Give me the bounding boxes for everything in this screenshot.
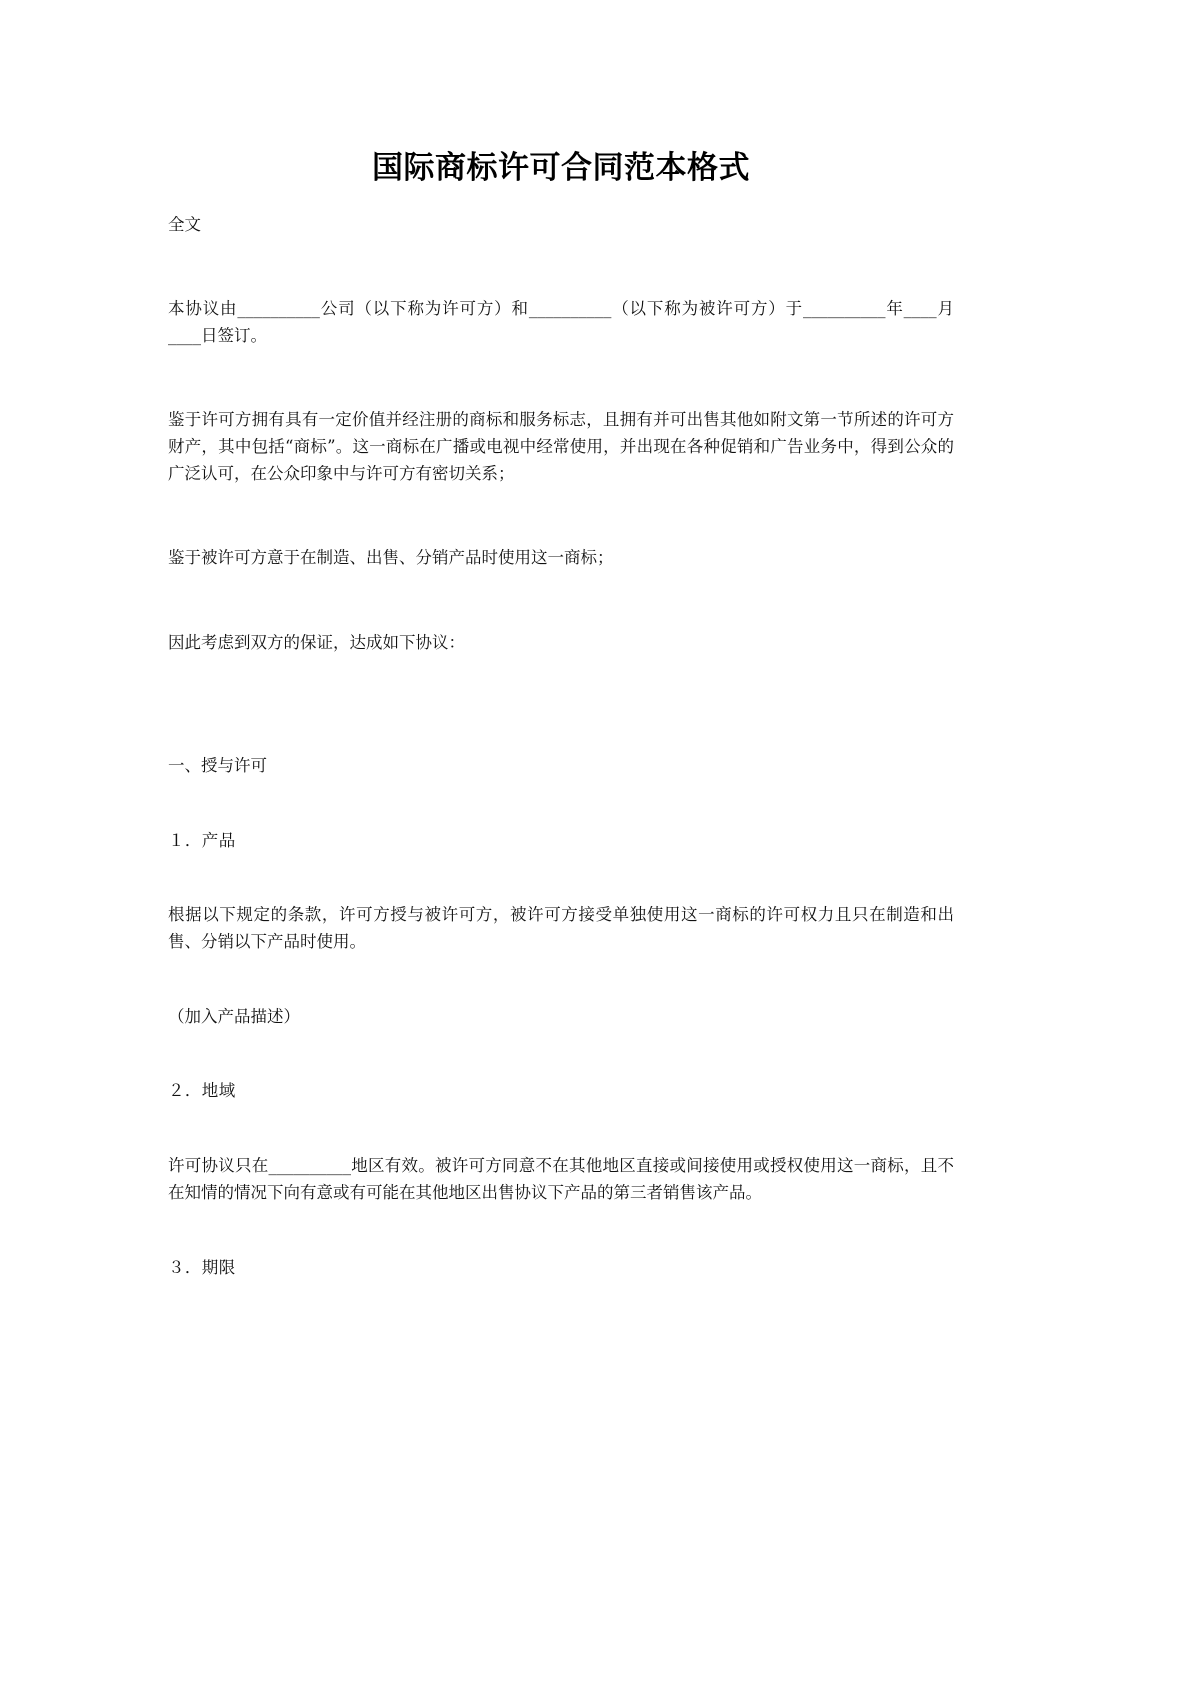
paragraph-products-grant: 根据以下规定的条款，许可方授与被许可方，被许可方接受单独使用这一商标的许可权力且只在制造和出售、分销以下产品时使用。 [168,905,954,952]
spacer [168,1207,954,1255]
paragraph-whereas-licensee: 鉴于被许可方意于在制造、出售、分销产品时使用这一商标； [168,548,614,568]
spacer [168,956,954,1004]
section-heading-1: 一、授与许可 [168,755,267,775]
paragraph-products-description-note: （加入产品描述） [168,1006,300,1026]
paragraph-agreement-intro: 因此考虑到双方的保证，达成如下协议： [168,633,465,653]
subsection-heading-1-products: １．产品 [168,830,236,850]
paragraph-territory-body: 许可协议只在__________地区有效。被许可方同意不在其他地区直接或间接使用或授权使用这一商标，且不在知情的情况下向有意或有可能在其他地区出售协议下产品的第三者销售该产品。 [168,1156,954,1202]
spacer [168,487,954,545]
subsection-heading-3-term: ３．期限 [168,1257,236,1277]
spacer [168,780,954,828]
spacer [168,1030,954,1078]
document-content [168,0,954,1281]
spacer [168,657,954,753]
spacer [168,349,954,407]
subsection-heading-2-territory: ２．地域 [168,1081,236,1101]
spacer [168,238,954,296]
spacer [168,1105,954,1153]
page-title: 国际商标许可合同范本格式 [372,150,750,186]
paragraph-whereas-licensor: 鉴于许可方拥有具有一定价值并经注册的商标和服务标志，且拥有并可出售其他如附文第一节所述的许可方财产，其中包括“商标”。这一商标在广播或电视中经常使用，并出现在各种促销和广告业务中，得到公众的广泛认可，在公众印象中与许可方有密切关系； [168,410,954,483]
spacer [168,572,954,630]
paragraph-preamble-parties: 本协议由__________公司（以下称为许可方）和__________（以下称为被许可方）于__________年____月____日签订。 [168,298,954,345]
spacer [168,854,954,902]
document-subtitle: 全文 [168,215,201,235]
